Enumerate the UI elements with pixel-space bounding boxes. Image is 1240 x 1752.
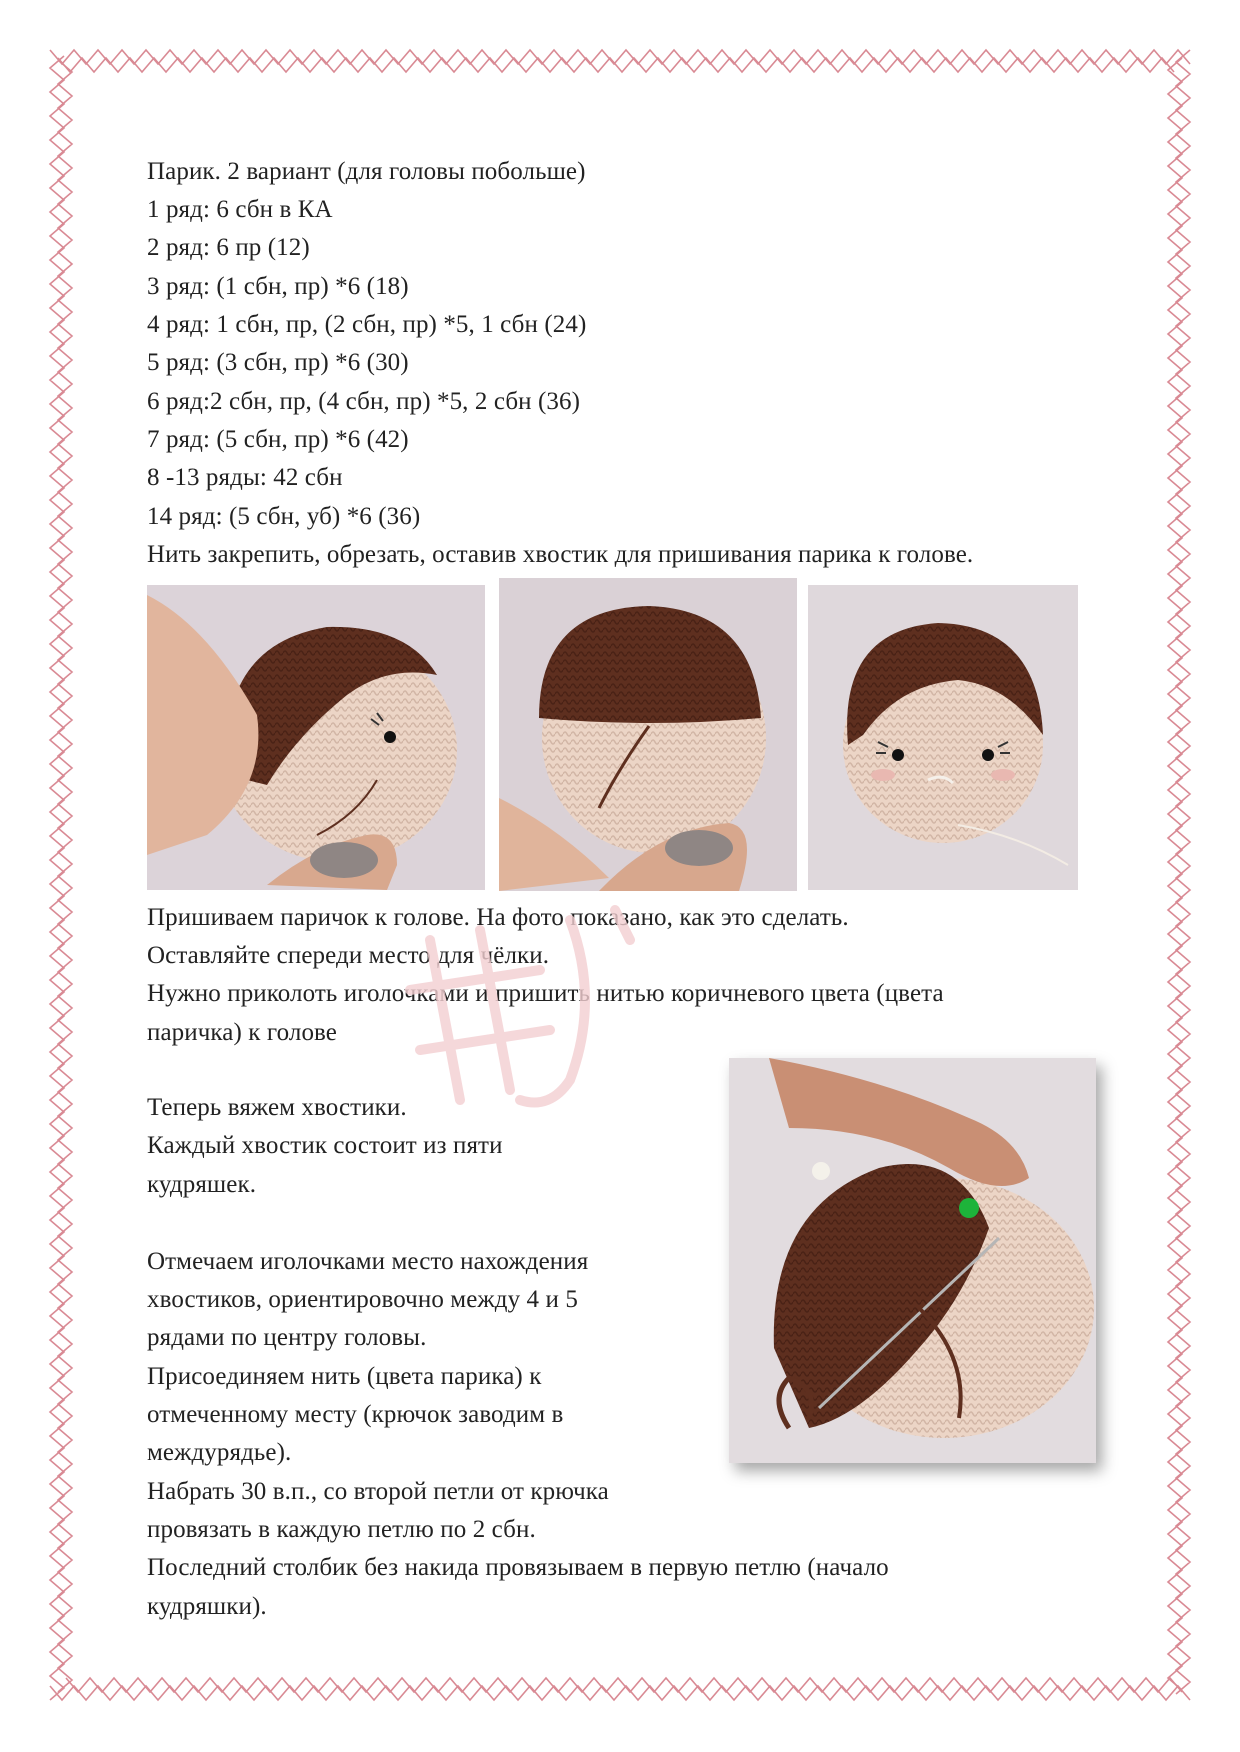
pattern-row: 7 ряд: (5 сбн, пр) *6 (42)	[147, 426, 409, 453]
tails-text-line: Последний столбик без накида провязываем в первую петлю (начало	[147, 1554, 889, 1581]
sewing-text-line: Пришиваем паричок к голове. На фото показано, как это сделать.	[147, 904, 849, 931]
tails-text-line: кудряшки).	[147, 1593, 267, 1620]
tails-text-line: отмеченному месту (крючок заводим в	[147, 1401, 564, 1428]
photo-wig-back-view	[499, 578, 797, 891]
pattern-row: 6 ряд:2 сбн, пр, (4 сбн, пр) *5, 2 сбн (36)	[147, 388, 581, 415]
tails-text-line: Теперь вяжем хвостики.	[147, 1094, 407, 1121]
tails-text-line: Каждый хвостик состоит из пяти	[147, 1132, 503, 1159]
tails-text-line: Присоединяем нить (цвета парика) к	[147, 1363, 542, 1390]
pattern-row: 1 ряд: 6 сбн в КА	[147, 196, 333, 223]
tails-text-line: рядами по центру головы.	[147, 1324, 427, 1351]
pattern-row: 2 ряд: 6 пр (12)	[147, 234, 310, 261]
tails-text-line: провязать в каждую петлю по 2 сбн.	[147, 1516, 536, 1543]
pattern-row: 3 ряд: (1 сбн, пр) *6 (18)	[147, 273, 409, 300]
pattern-finish-note: Нить закрепить, обрезать, оставив хвостик для пришивания парика к голове.	[147, 541, 974, 568]
tails-text-line: Набрать 30 в.п., со второй петли от крючка	[147, 1478, 609, 1505]
tails-text-line: междурядье).	[147, 1439, 292, 1466]
pattern-row: 5 ряд: (3 сбн, пр) *6 (30)	[147, 349, 409, 376]
tails-text-line: хвостиков, ориентировочно между 4 и 5	[147, 1286, 578, 1313]
sewing-text-line: паричка) к голове	[147, 1019, 337, 1046]
photo-pins-and-needle	[729, 1058, 1096, 1463]
sewing-text-line: Оставляйте спереди место для чёлки.	[147, 942, 550, 969]
pattern-row: 8 -13 ряды: 42 сбн	[147, 464, 343, 491]
sewing-text-line: Нужно приколоть иголочками и пришить нитью коричневого цвета (цвета	[147, 980, 944, 1007]
pattern-row: 4 ряд: 1 сбн, пр, (2 сбн, пр) *5, 1 сбн (24)	[147, 311, 587, 338]
tails-text-line: Отмечаем иголочками место нахождения	[147, 1248, 589, 1275]
watermark-logo	[400, 880, 660, 1120]
photo-wig-side-view	[147, 585, 485, 890]
pattern-row: 14 ряд: (5 сбн, уб) *6 (36)	[147, 503, 421, 530]
tails-text-line: кудряшек.	[147, 1171, 257, 1198]
pattern-title: Парик. 2 вариант (для головы побольше)	[147, 158, 586, 185]
photo-head-front-view	[808, 585, 1078, 890]
